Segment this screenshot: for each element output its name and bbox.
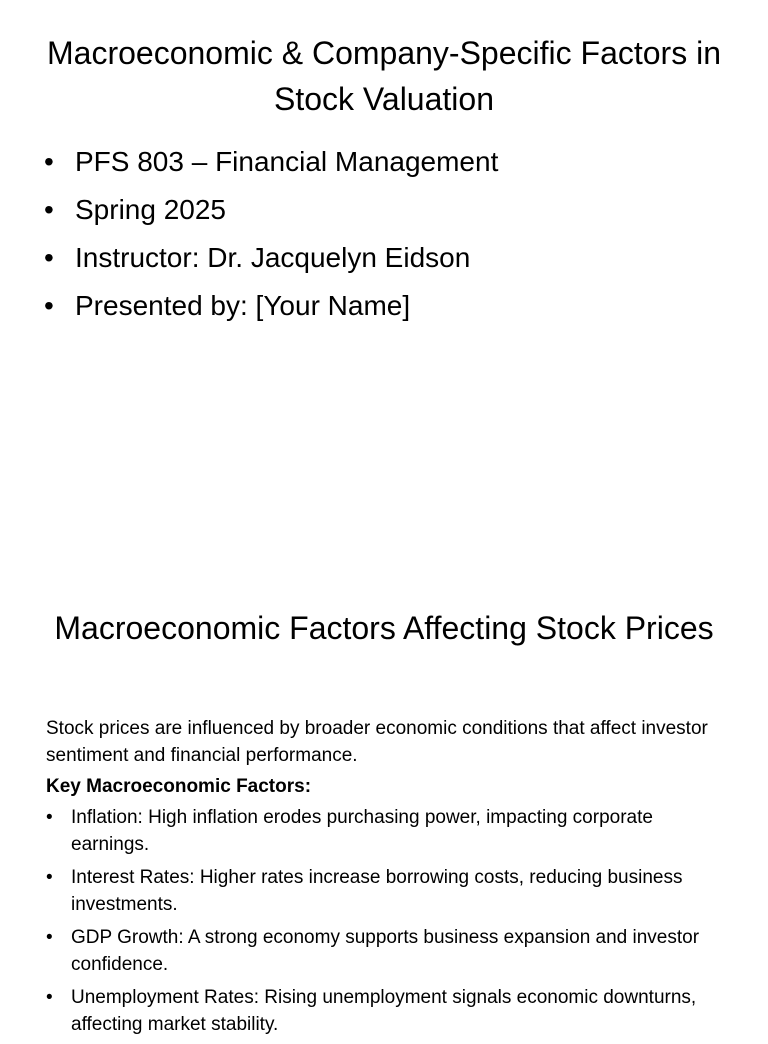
slide-body	[46, 715, 736, 1044]
factor-text: Interest Rates: Higher rates increase borrowing costs, reducing business investments.	[71, 867, 683, 915]
factor-item-inflation	[46, 804, 736, 858]
bullet-item-presenter	[44, 282, 724, 330]
bullet-icon: •	[46, 807, 53, 828]
slide-title: Macroeconomic Factors Affecting Stock Prices	[54, 610, 714, 646]
intro-paragraph: Stock prices are influenced by broader economic conditions that affect investor sentiment and financial performance.	[46, 718, 708, 766]
bullet-icon: •	[44, 290, 54, 321]
bullet-text: Presented by: [Your Name]	[75, 290, 411, 321]
bullet-item-instructor	[44, 234, 724, 282]
macro-factors-slide	[0, 576, 768, 1035]
title-bullet-list	[44, 138, 724, 330]
slide-title: Macroeconomic & Company-Specific Factors in Stock Valuation	[46, 35, 721, 117]
bullet-icon: •	[44, 146, 54, 177]
factor-list	[46, 804, 736, 1038]
bullet-icon: •	[46, 987, 53, 1008]
key-factors-heading: Key Macroeconomic Factors:	[46, 776, 312, 797]
bullet-icon: •	[44, 194, 54, 225]
bullet-icon: •	[44, 242, 54, 273]
bullet-text: Spring 2025	[75, 194, 227, 225]
bullet-icon: •	[46, 867, 53, 888]
bullet-text: Instructor: Dr. Jacquelyn Eidson	[75, 242, 471, 273]
factor-item-unemployment	[46, 984, 736, 1038]
bullet-item-course	[44, 138, 724, 186]
factor-text: Unemployment Rates: Rising unemployment signals economic downturns, affecting market stability.	[71, 987, 697, 1035]
factor-item-interest-rates	[46, 864, 736, 918]
factor-text: Inflation: High inflation erodes purchasing power, impacting corporate earnings.	[71, 807, 653, 855]
bullet-item-term	[44, 186, 724, 234]
factor-item-gdp-growth	[46, 924, 736, 978]
factor-text: GDP Growth: A strong economy supports business expansion and investor confidence.	[71, 927, 700, 975]
bullet-text: PFS 803 – Financial Management	[75, 146, 499, 177]
bullet-icon: •	[46, 927, 53, 948]
